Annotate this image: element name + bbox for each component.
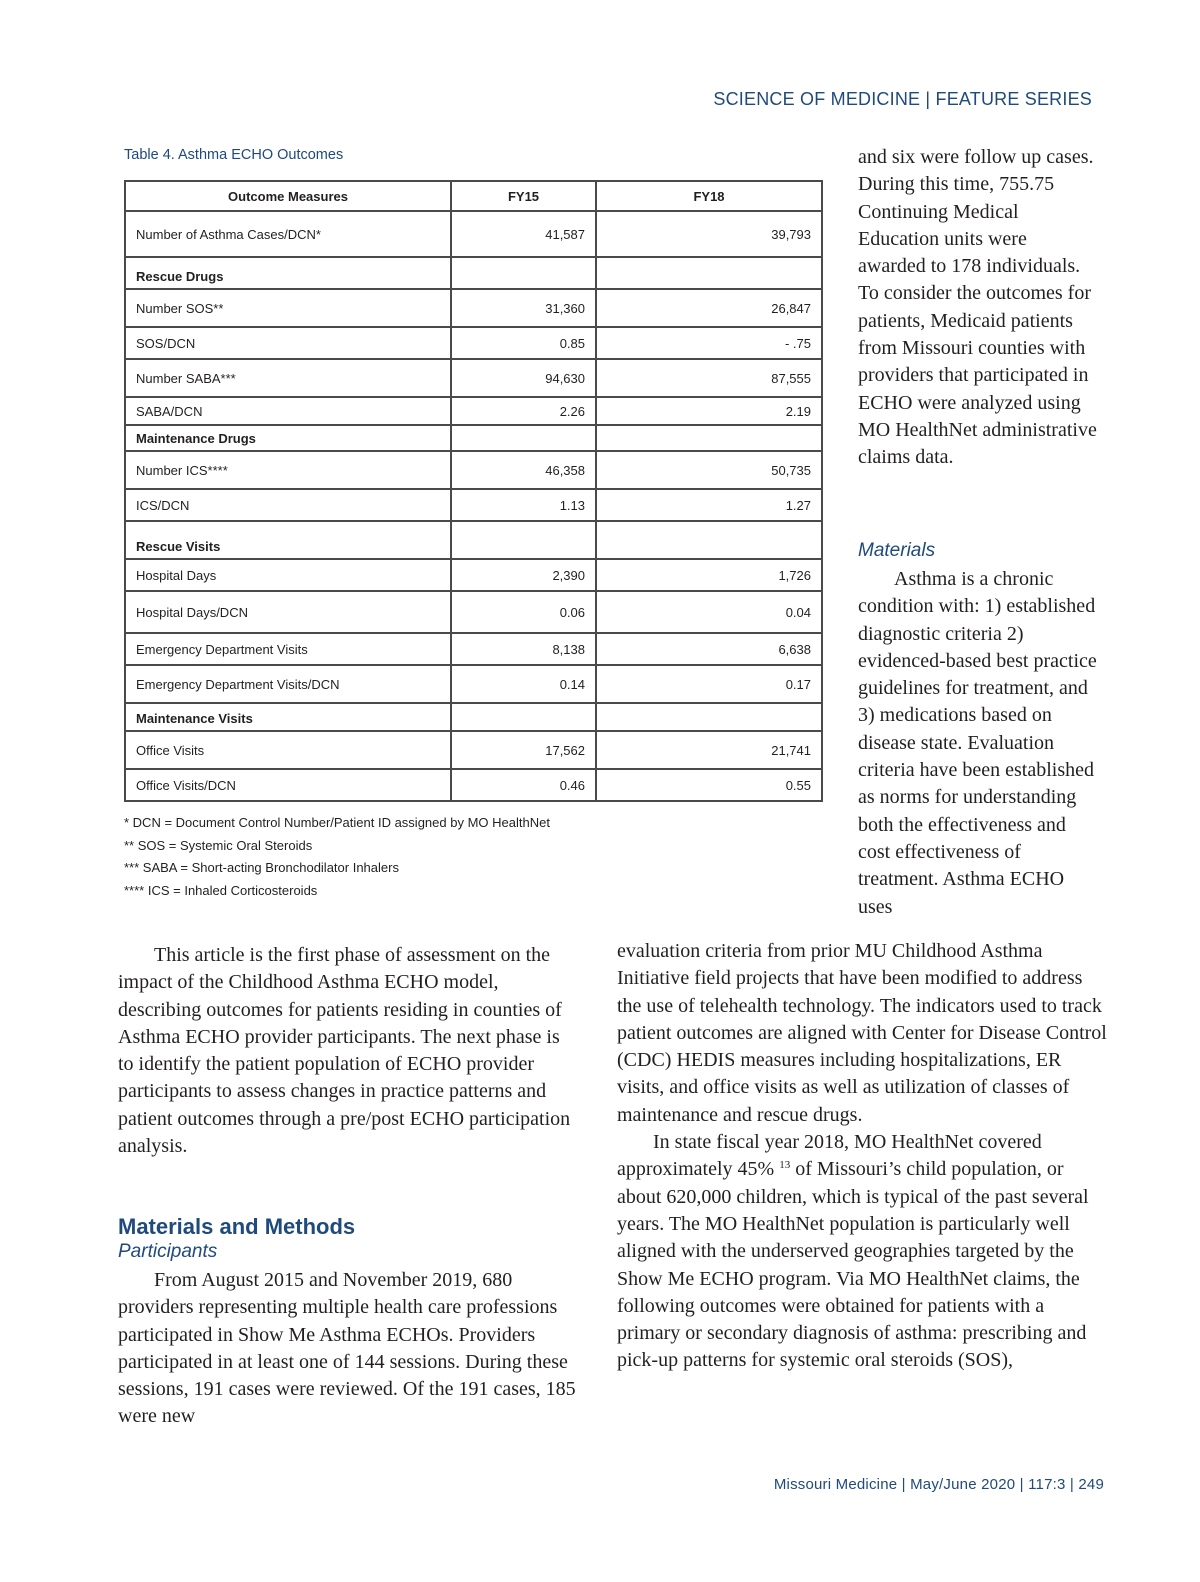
table-cell-fy18: 0.04 [596, 591, 822, 633]
table-row [125, 397, 822, 425]
table-cell-fy18: 0.17 [596, 665, 822, 703]
table-cell-fy18: 1,726 [596, 559, 822, 591]
table-row [125, 211, 822, 257]
intro-column [118, 942, 578, 1160]
table-cell-fy15: 0.06 [451, 591, 596, 633]
table-cell-label: Rescue Drugs [125, 257, 451, 289]
footnote-saba: *** SABA = Short-acting Bronchodilator Inhalers [124, 860, 399, 875]
table-cell-fy15: 8,138 [451, 633, 596, 665]
table-cell-fy15: 0.85 [451, 327, 596, 359]
table-cell-fy15: 2,390 [451, 559, 596, 591]
column-header-outcome: Outcome Measures [125, 181, 451, 211]
table-cell-fy18 [596, 257, 822, 289]
table-cell-fy18: 26,847 [596, 289, 822, 327]
participants-paragraph: From August 2015 and November 2019, 680 providers representing multiple health care professions participated in Show Me Asthma ECHOs. Providers participated in at least one of 144 sessions. During these sessions, 191 cases were reviewed. Of the 191 cases, 185 were new [118, 1269, 576, 1428]
right-column-upper [858, 144, 1098, 472]
table-cell-fy18 [596, 425, 822, 451]
table-section-row [125, 521, 822, 559]
footnote-ics: **** ICS = Inhaled Corticosteroids [124, 882, 318, 898]
table-row [125, 591, 822, 633]
table-cell-fy18: 1.27 [596, 489, 822, 521]
table-section-row [125, 257, 822, 289]
table-cell-fy15: 94,630 [451, 359, 596, 397]
table-row [125, 769, 822, 801]
fiscal-year-text-start: In state fiscal year 2018, MO HealthNet covered approximately 45% [617, 1131, 1042, 1181]
intro-paragraph: This article is the first phase of assessment on the impact of the Childhood Asthma ECHO model, describing outcomes for patients residing in counties of Asthma ECHO provider participants. The next phase is to identify the patient population of ECHO provider participants to assess changes in practice patterns and patient outcomes through a pre/post ECHO participation analysis. [118, 944, 571, 1158]
participants-heading: Participants [118, 1241, 218, 1262]
table-cell-fy18: 87,555 [596, 359, 822, 397]
table-footnotes [124, 812, 550, 902]
materials-heading: Materials [858, 540, 936, 561]
table-cell-fy18: 6,638 [596, 633, 822, 665]
table-cell-fy18: 2.19 [596, 397, 822, 425]
table-cell-fy15: 0.46 [451, 769, 596, 801]
table-cell-fy18: 50,735 [596, 451, 822, 489]
table-row [125, 559, 822, 591]
column-header-fy15: FY15 [451, 181, 596, 211]
table-cell-fy15: 46,358 [451, 451, 596, 489]
materials-paragraph: Asthma is a chronic condition with: 1) established diagnostic criteria 2) evidenced-based best practice guidelines for treatment, and 3) medications based on disease state. Evaluation criteria have been established as norms for understanding both the effectiveness and cost effectiveness of treatment. Asthma ECHO uses [858, 568, 1097, 918]
table-row [125, 633, 822, 665]
table-cell-fy15: 1.13 [451, 489, 596, 521]
table-cell-label: Hospital Days/DCN [125, 591, 451, 633]
fiscal-year-text-end: of Missouri’s child population, or about 620,000 children, which is typical of the past several years. The MO HealthNet population is particularly well aligned with the underserved geographies targeted by the Show Me ECHO program. Via MO HealthNet claims, the following outcomes were obtained for patients with a primary or secondary diagnosis of asthma: prescribing and pick-up patterns for systemic oral steroids (SOS), [617, 1158, 1089, 1372]
table-cell-fy15: 0.14 [451, 665, 596, 703]
table-row [125, 327, 822, 359]
table-cell-label: Maintenance Drugs [125, 425, 451, 451]
table-row [125, 665, 822, 703]
table-cell-label: SOS/DCN [125, 327, 451, 359]
table-cell-fy15: 2.26 [451, 397, 596, 425]
table-cell-label: Number SABA*** [125, 359, 451, 397]
table-cell-fy15 [451, 257, 596, 289]
table-row [125, 289, 822, 327]
table-cell-label: ICS/DCN [125, 489, 451, 521]
methods-heading: Materials and Methods [118, 1214, 356, 1239]
column-header-fy18: FY18 [596, 181, 822, 211]
reference-superscript: 13 [779, 1159, 791, 1172]
lower-right-column [617, 938, 1107, 1375]
table-cell-fy15 [451, 521, 596, 559]
table-cell-label: Office Visits [125, 731, 451, 769]
evaluation-paragraph: evaluation criteria from prior MU Childhood Asthma Initiative field projects that have been modified to address the use of telehealth technology. The indicators used to track patient outcomes are aligned with Center for Disease Control (CDC) HEDIS measures including hospitalizations, ER visits, and office visits as well as utilization of classes of maintenance and rescue drugs. [617, 940, 1107, 1126]
table-cell-label: Emergency Department Visits [125, 633, 451, 665]
table-caption: Table 4. Asthma ECHO Outcomes [124, 147, 344, 163]
table-cell-fy15: 41,587 [451, 211, 596, 257]
running-footer: Missouri Medicine | May/June 2020 | 117:3 | 249 [773, 1476, 1104, 1493]
table-cell-fy15 [451, 425, 596, 451]
right-column-lower [858, 566, 1098, 921]
table-cell-label: Emergency Department Visits/DCN [125, 665, 451, 703]
outcomes-table [124, 180, 823, 802]
table-section-row [125, 425, 822, 451]
table-cell-fy18 [596, 521, 822, 559]
table-cell-label: SABA/DCN [125, 397, 451, 425]
table-cell-label: Number of Asthma Cases/DCN* [125, 211, 451, 257]
table-cell-label: Number ICS**** [125, 451, 451, 489]
table-cell-label: Number SOS** [125, 289, 451, 327]
table-section-row [125, 703, 822, 731]
table-cell-fy18 [596, 703, 822, 731]
table-cell-label: Office Visits/DCN [125, 769, 451, 801]
table-row [125, 731, 822, 769]
table-cell-fy18: 21,741 [596, 731, 822, 769]
footnote-sos: ** SOS = Systemic Oral Steroids [124, 837, 313, 853]
continuation-paragraph: and six were follow up cases. During this time, 755.75 Continuing Medical Education units were awarded to 178 individuals. To consider the outcomes for patients, Medicaid patients from Missouri counties with providers that participated in ECHO were analyzed using MO HealthNet administrative claims data. [858, 146, 1097, 469]
table-cell-label: Hospital Days [125, 559, 451, 591]
footnote-dcn: * DCN = Document Control Number/Patient ID assigned by MO HealthNet [124, 815, 550, 830]
table-cell-fy18: - .75 [596, 327, 822, 359]
table-cell-label: Rescue Visits [125, 521, 451, 559]
table-cell-fy15 [451, 703, 596, 731]
table-row [125, 489, 822, 521]
table-cell-label: Maintenance Visits [125, 703, 451, 731]
table-cell-fy15: 31,360 [451, 289, 596, 327]
fiscal-year-paragraph [617, 1129, 1107, 1375]
table-cell-fy15: 17,562 [451, 731, 596, 769]
table-header-row [125, 181, 822, 211]
running-header: SCIENCE OF MEDICINE | FEATURE SERIES [713, 89, 1092, 109]
table-row [125, 451, 822, 489]
table-row [125, 359, 822, 397]
table-cell-fy18: 0.55 [596, 769, 822, 801]
participants-column [118, 1267, 578, 1431]
table-cell-fy18: 39,793 [596, 211, 822, 257]
table-body [125, 211, 822, 801]
